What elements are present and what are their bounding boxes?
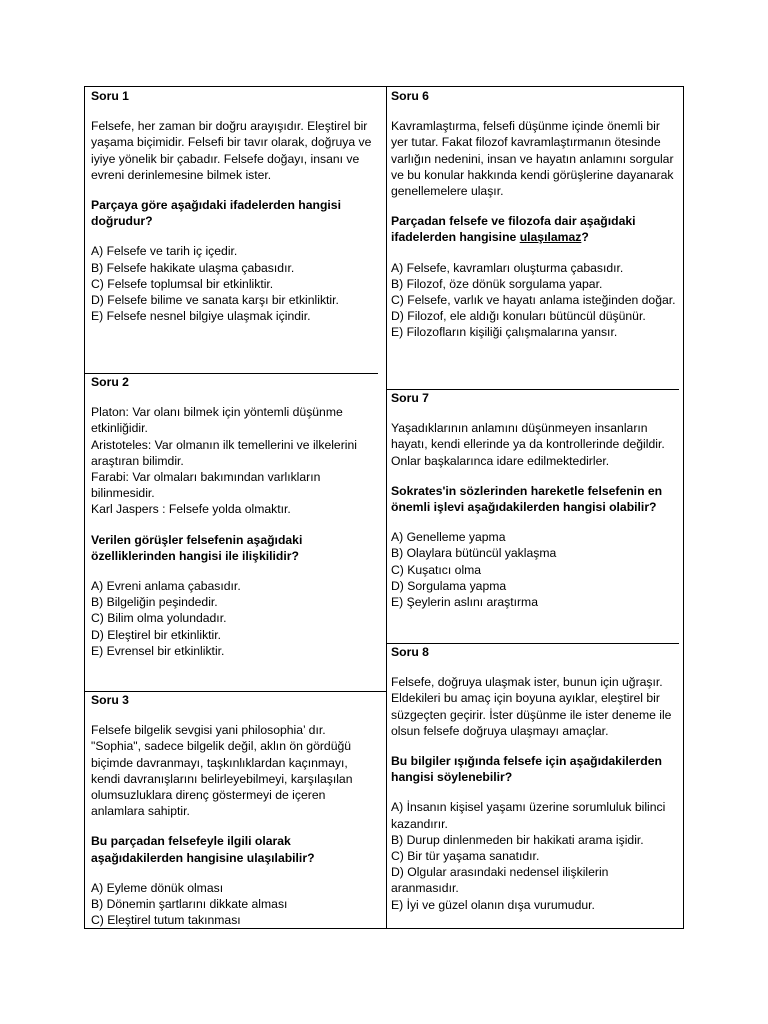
view-farabi: Farabi: Var olmaları bakımından varlıkların bilinmesidir. [91,470,321,501]
option-c[interactable]: C) Bir tür yaşama sanatıdır. [391,849,540,864]
question-3-options [91,880,375,929]
question-3-stem: Bu parçadan felsefeyle ilgili olarak aşağıdakilerden hangisine ulaşılabilir? [91,834,315,865]
option-d[interactable]: D) Filozof, ele aldığı konuları bütüncül düşünür. [391,309,646,324]
question-7-options [391,529,677,610]
question-3-title: Soru 3 [91,693,129,707]
option-c[interactable]: C) Bilim olma yolundadır. [91,611,227,626]
option-a[interactable]: A) Genelleme yapma [391,530,506,545]
question-1-passage: Felsefe, her zaman bir doğru arayışıdır. Eleştirel bir yaşama biçimidir. Felsefi bir tavır olarak, doğruya ve iyiye yönelik bir çabadır. Felsefe doğayı, insanı ve evreni derinlemesine bilmek ister. [91,119,372,182]
stem-question-mark: ? [581,230,589,245]
question-2-title: Soru 2 [91,375,129,389]
option-e[interactable]: E) Evrensel bir etkinliktir. [91,643,225,658]
question-6 [391,88,677,341]
option-c[interactable]: C) Felsefe toplumsal bir etkinliktir. [91,276,274,291]
question-7 [391,390,677,610]
option-a[interactable]: A) İnsanın kişisel yaşamı üzerine sorumluluk bilinci kazandırır. [391,800,666,831]
option-b[interactable]: B) Olaylara bütüncül yaklaşma [391,546,557,561]
question-8 [391,644,677,913]
question-8-passage: Felsefe, doğruya ulaşmak ister, bunun için uğraşır. Eldekileri bu amaç için boyuna ayıklar, eleştirel bir süzgeçten geçirir. İster düşünme ile ister deneme ile olsun felsefe doğruya ulaşmayı amaçlar. [391,675,672,738]
option-e[interactable]: E) İyi ve güzel olanın dışa vurumudur. [391,897,595,912]
option-e[interactable]: E) Şeylerin aslını araştırma [391,595,538,610]
question-6-options [391,260,677,341]
question-7-stem: Sokrates'in sözlerinden hareketle felsefenin en önemli işlevi aşağıdakilerden hangisi olabilir? [391,483,663,515]
option-a[interactable]: A) Evreni anlama çabasıdır. [91,579,241,594]
question-8-title: Soru 8 [391,645,429,659]
question-8-options [391,799,677,912]
option-b[interactable]: B) Bilgeliğin peşindedir. [91,595,218,610]
view-jaspers: Karl Jaspers : Felsefe yolda olmaktır. [91,502,291,517]
option-e[interactable]: E) Felsefe nesnel bilgiye ulaşmak içindir. [91,309,311,324]
option-b[interactable]: B) Felsefe hakikate ulaşma çabasıdır. [91,260,295,275]
question-1 [91,88,375,324]
question-7-passage: Yaşadıklarının anlamını düşünmeyen insanların hayatı, kendi ellerinde ya da kontrollerinde değildir. Onlar başkalarınca idare edilmektedirler. [391,421,665,468]
question-6-title: Soru 6 [391,89,429,103]
column-divider [386,87,387,928]
question-2 [91,374,375,659]
question-1-options [91,243,375,324]
option-d[interactable]: D) Sorgulama yapma [391,578,507,593]
stem-negation: ulaşılamaz [519,230,582,245]
question-2-passage [91,404,375,517]
option-c[interactable]: C) Eleştirel tutum takınması [91,913,241,928]
question-6-passage: Kavramlaştırma, felsefi düşünme içinde önemli bir yer tutar. Fakat filozof kavramlaştırmanın ötesinde varlığın nedenini, insan ve hayatın anlamını sorgular ve bu konular hakkında kendi görüşlerine dayanarak genellemelere ulaşır. [391,119,674,199]
question-3-passage: Felsefe bilgelik sevgisi yani philosophia’ dır. "Sophia", sadece bilgelik değil, aklın ön gördüğü biçimde davranmayı, taşkınlıklardan kaçınmayı, kendi davranışlarını belirleyebilmeyi, karşılaşılan olumsuzluklara direnç göstermeyi de içeren anlamlara sahiptir. [91,723,353,819]
stem-text: Parçadan felsefe ve filozofa dair aşağıdaki ifadelerden hangisine [391,214,636,245]
option-b[interactable]: B) Dönemin şartlarını dikkate alması [91,897,288,912]
option-d[interactable]: D) Olgular arasındaki nedensel ilişkilerin aranmasıdır. [391,865,609,896]
option-a[interactable]: A) Felsefe ve tarih iç içedir. [91,244,238,259]
question-1-stem: Parçaya göre aşağıdaki ifadelerden hangisi doğrudur? [91,198,341,229]
question-1-title: Soru 1 [91,89,129,103]
option-b[interactable]: B) Durup dinlenmeden bir hakikati arama işidir. [391,832,644,847]
option-e[interactable]: E) Filozofların kişiliği çalışmalarına yansır. [391,325,618,340]
question-7-title: Soru 7 [391,391,429,405]
question-6-stem [391,213,677,245]
option-c[interactable]: C) Kuşatıcı olma [391,562,482,577]
option-a[interactable]: A) Felsefe, kavramları oluşturma çabasıdır. [391,260,624,275]
question-2-stem: Verilen görüşler felsefenin aşağıdaki özelliklerinden hangisi ile ilişkilidir? [91,532,303,563]
option-d[interactable]: D) Eleştirel bir etkinliktir. [91,627,222,642]
option-d[interactable]: D) Felsefe bilime ve sanata karşı bir etkinliktir. [91,293,339,308]
question-3 [91,692,375,928]
view-platon: Platon: Var olanı bilmek için yöntemli düşünme etkinliğidir. [91,405,343,436]
option-c[interactable]: C) Felsefe, varlık ve hayatı anlama isteğinden doğar. [391,293,676,308]
question-8-stem: Bu bilgiler ışığında felsefe için aşağıdakilerden hangisi söylenebilir? [391,754,662,785]
question-2-options [91,578,375,659]
view-aristoteles: Aristoteles: Var olmanın ilk temellerini ve ilkelerini araştıran bilimdir. [91,437,357,468]
question-sheet [84,86,684,929]
option-a[interactable]: A) Eyleme dönük olması [91,880,224,895]
option-b[interactable]: B) Filozof, öze dönük sorgulama yapar. [391,276,603,291]
